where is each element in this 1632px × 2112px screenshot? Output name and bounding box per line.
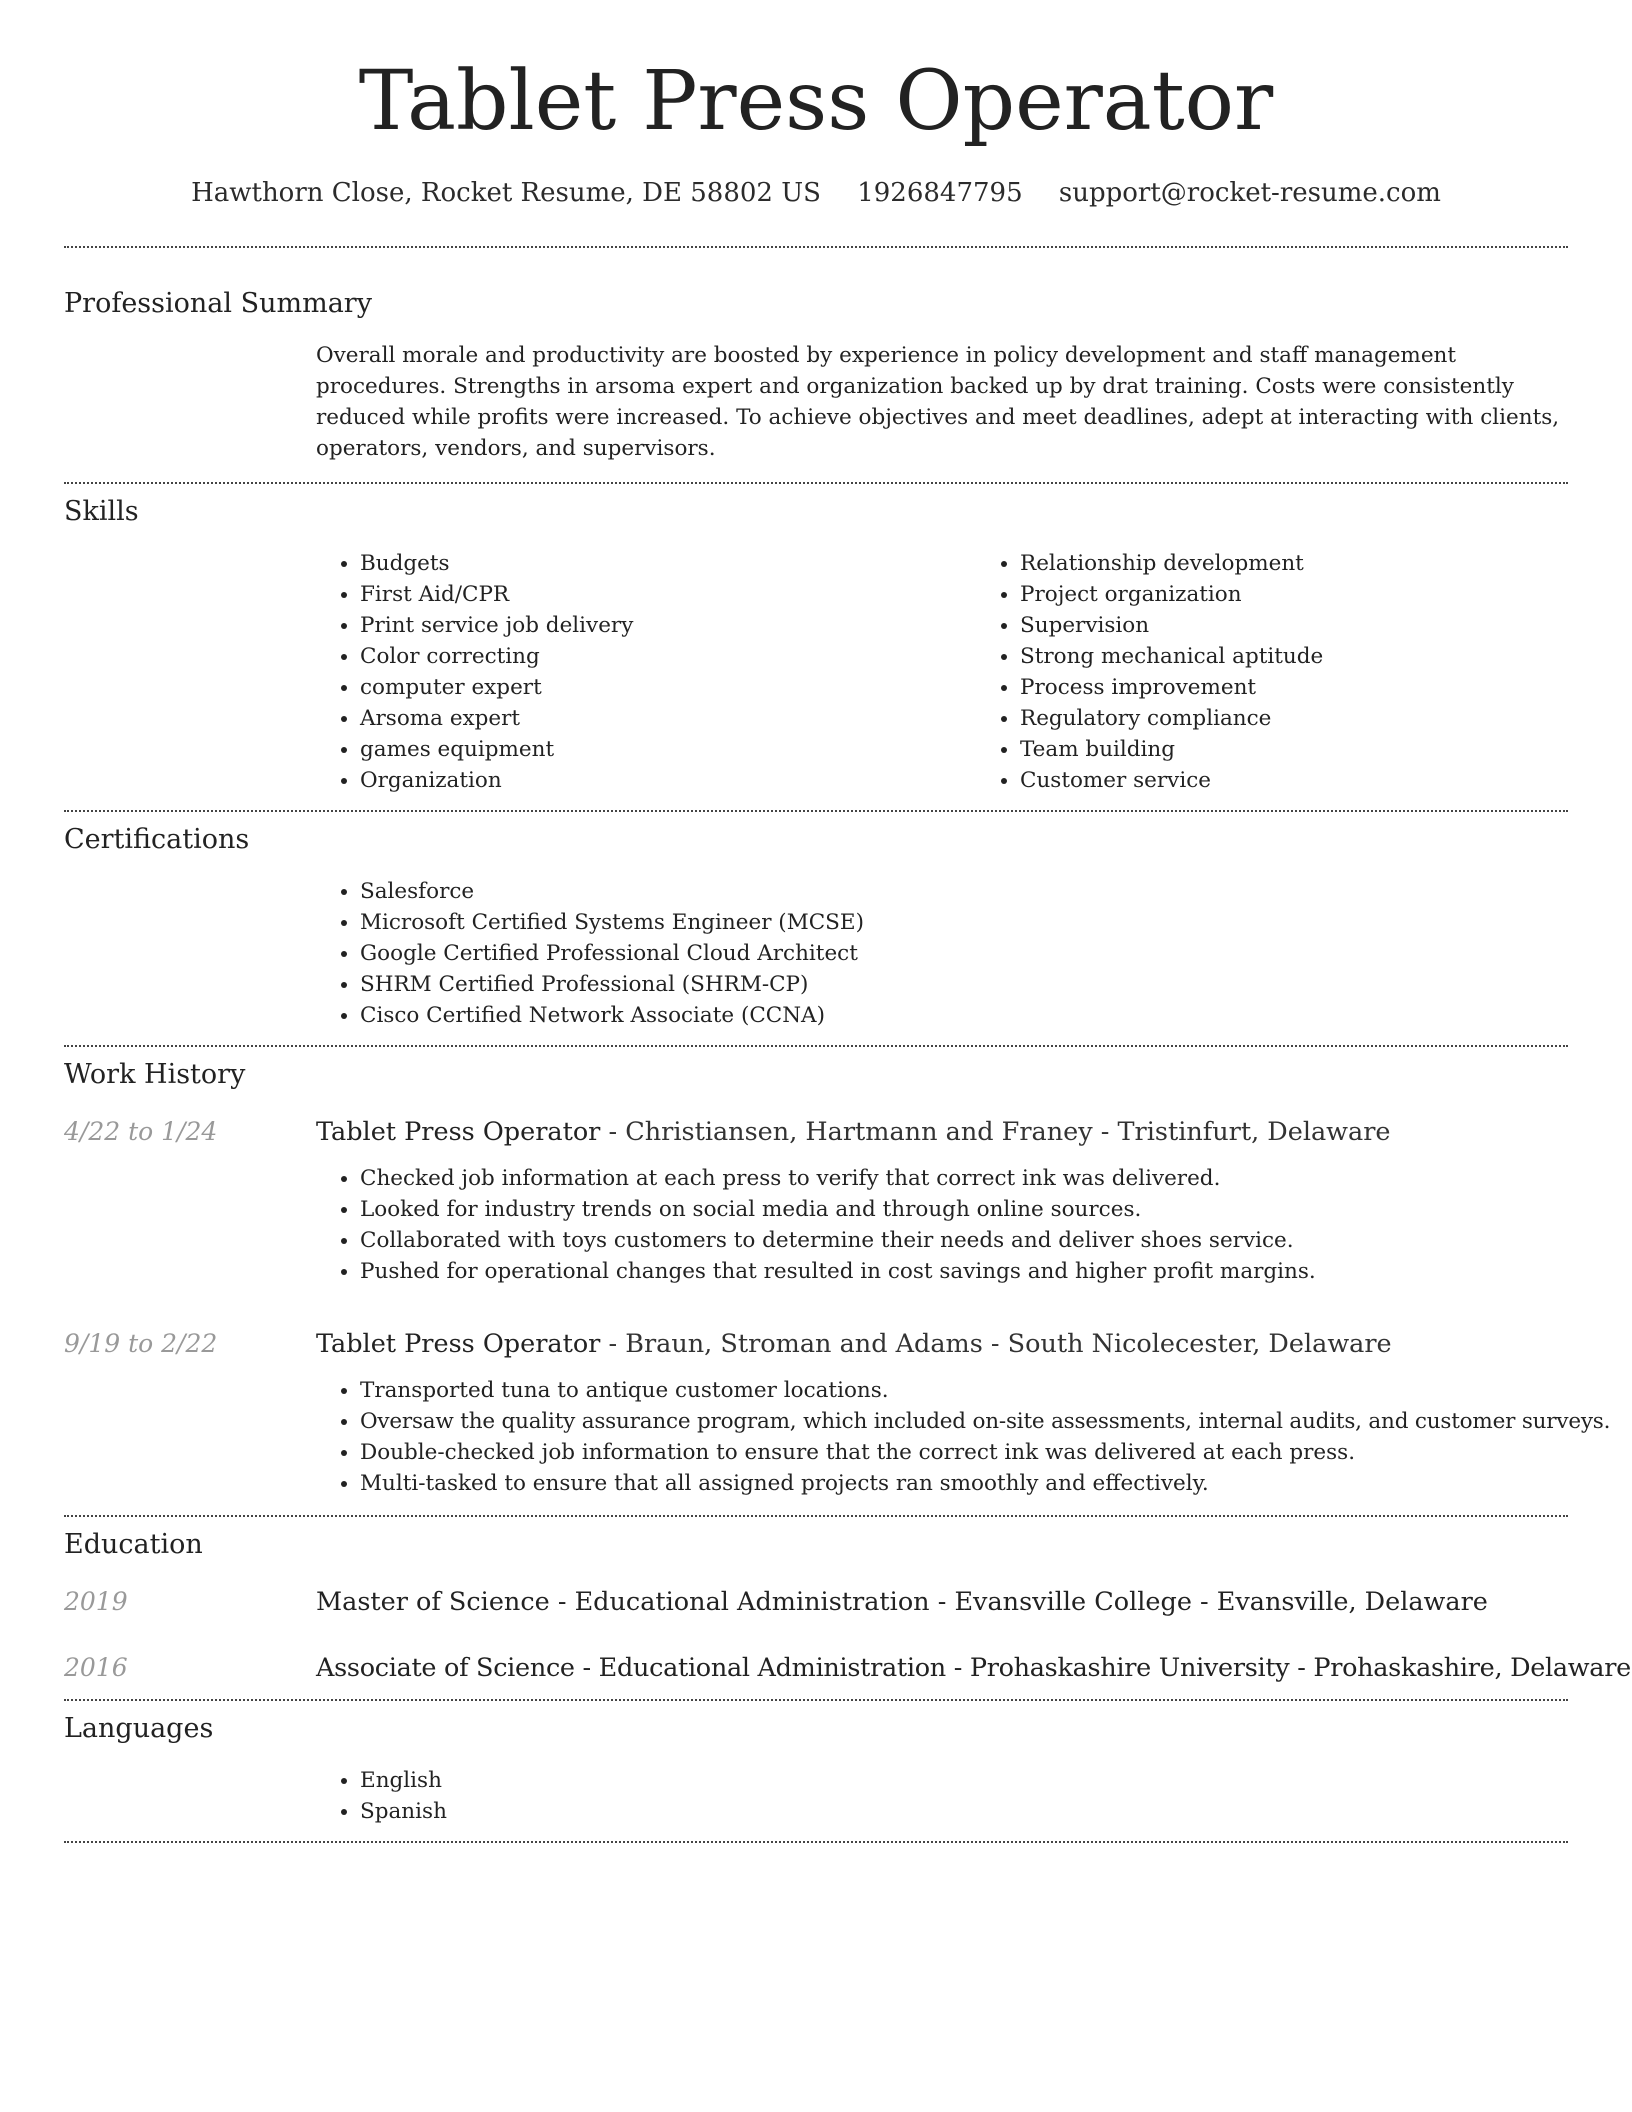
languages-list: [316, 1765, 1568, 1827]
education-entry: [64, 1651, 1631, 1685]
education-heading: [316, 1585, 1488, 1619]
summary-section: [64, 248, 1568, 482]
separator: -: [929, 1587, 955, 1617]
skill-item: • First Aid/CPR: [360, 579, 976, 610]
education-location: Evansville, Delaware: [1216, 1587, 1488, 1617]
separator: -: [549, 1587, 575, 1617]
job-location: Tristinfurt, Delaware: [1117, 1117, 1391, 1147]
separator: -: [1191, 1587, 1217, 1617]
section-title-certifications: Certifications: [64, 824, 250, 855]
skill-item: • Budgets: [360, 548, 976, 579]
job-location: South Nicolecester, Delaware: [1007, 1329, 1392, 1359]
job-entry: [64, 1327, 1611, 1499]
certification-item: • Salesforce: [360, 876, 1568, 907]
certification-item: • Microsoft Certified Systems Engineer (MCSE): [360, 907, 1568, 938]
separator: -: [1289, 1653, 1314, 1683]
education-location: Prohaskashire, Delaware: [1313, 1653, 1631, 1683]
job-bullets: [316, 1163, 1568, 1287]
language-item: • Spanish: [360, 1796, 1568, 1827]
job-dates: 4/22 to 1/24: [64, 1117, 218, 1146]
section-title-summary: Professional Summary: [64, 288, 372, 319]
job-company: Braun, Stroman and Adams: [625, 1329, 983, 1359]
education-year: 2019: [64, 1587, 128, 1616]
skill-item: • Print service job delivery: [360, 610, 976, 641]
skill-item: • Organization: [360, 765, 976, 796]
education-school: Evansville College: [954, 1587, 1192, 1617]
skill-item: • Customer service: [1020, 765, 1632, 796]
language-item: • English: [360, 1765, 1568, 1796]
skills-list-right: [976, 548, 1632, 796]
contact-phone: 1926847795: [857, 178, 1023, 208]
skill-item: • Project organization: [1020, 579, 1632, 610]
education-field: Educational Administration: [574, 1587, 930, 1617]
skills-list-left: [316, 548, 976, 796]
separator: -: [600, 1329, 626, 1359]
education-year: 2016: [64, 1653, 128, 1682]
section-title-skills: Skills: [64, 496, 139, 527]
job-bullet: • Pushed for operational changes that resulted in cost savings and higher profit margins.: [360, 1256, 1568, 1287]
skill-item: • Color correcting: [360, 641, 976, 672]
job-bullet: • Looked for industry trends on social media and through online sources.: [360, 1194, 1568, 1225]
separator: -: [574, 1653, 599, 1683]
contact-line: [64, 176, 1568, 210]
skill-item: • Strong mechanical aptitude: [1020, 641, 1632, 672]
job-bullets: [316, 1375, 1611, 1499]
certifications-section: [64, 812, 1568, 1045]
education-entry: [64, 1585, 1568, 1619]
certification-item: • Cisco Certified Network Associate (CCNA): [360, 1000, 1568, 1031]
separator: -: [982, 1329, 1008, 1359]
skills-section: [64, 484, 1568, 810]
section-title-languages: Languages: [64, 1713, 214, 1744]
job-entry: [64, 1115, 1568, 1287]
education-degree: Associate of Science: [316, 1653, 575, 1683]
skill-item: • Supervision: [1020, 610, 1632, 641]
summary-text: Overall morale and productivity are boosted by experience in policy development and staff management procedures. Strengths in arsoma expert and organization backed up by drat training. Costs were consistently reduced while profits were increased. To achieve objectives and meet deadlines, adept at interacting with clients, operators, vendors, and supervisors.: [316, 343, 1560, 461]
education-degree: Master of Science: [316, 1587, 550, 1617]
certifications-list: [316, 876, 1568, 1031]
job-company: Christiansen, Hartmann and Franey: [625, 1117, 1093, 1147]
education-heading: [316, 1651, 1631, 1685]
job-bullet: • Oversaw the quality assurance program, which included on-site assessments, internal audits, and customer surveys.: [360, 1406, 1568, 1437]
skill-item: • Arsoma expert: [360, 703, 976, 734]
separator: -: [945, 1653, 970, 1683]
skill-item: • computer expert: [360, 672, 976, 703]
certification-item: • Google Certified Professional Cloud Architect: [360, 938, 1568, 969]
education-section: [64, 1517, 1631, 1699]
work-history-section: [64, 1047, 1611, 1515]
separator: -: [600, 1117, 626, 1147]
resume-name: Tablet Press Operator: [358, 54, 1274, 149]
skill-item: • Team building: [1020, 734, 1632, 765]
job-heading: [316, 1115, 1391, 1149]
separator: -: [1092, 1117, 1118, 1147]
education-school: Prohaskashire University: [969, 1653, 1290, 1683]
job-bullet: • Checked job information at each press to verify that correct ink was delivered.: [360, 1163, 1568, 1194]
section-title-work: Work History: [64, 1059, 246, 1090]
job-dates: 9/19 to 2/22: [64, 1329, 218, 1358]
contact-email: support@rocket-resume.com: [1058, 178, 1441, 208]
job-bullet: • Collaborated with toys customers to determine their needs and deliver shoes service.: [360, 1225, 1568, 1256]
languages-section: [64, 1701, 1568, 1841]
skill-item: • Regulatory compliance: [1020, 703, 1632, 734]
job-role: Tablet Press Operator: [316, 1329, 601, 1359]
skill-item: • Process improvement: [1020, 672, 1632, 703]
skill-item: • games equipment: [360, 734, 976, 765]
job-bullet: • Transported tuna to antique customer locations.: [360, 1375, 1568, 1406]
certification-item: • SHRM Certified Professional (SHRM-CP): [360, 969, 1568, 1000]
job-role: Tablet Press Operator: [316, 1117, 601, 1147]
skill-item: • Relationship development: [1020, 548, 1632, 579]
contact-address: Hawthorn Close, Rocket Resume, DE 58802 US: [191, 178, 821, 208]
divider: [64, 1841, 1568, 1843]
education-field: Educational Administration: [598, 1653, 946, 1683]
job-bullet: • Double-checked job information to ensure that the correct ink was delivered at each press.: [360, 1437, 1568, 1468]
job-bullet: • Multi-tasked to ensure that all assigned projects ran smoothly and effectively.: [360, 1468, 1568, 1499]
job-heading: [316, 1327, 1392, 1361]
section-title-education: Education: [64, 1529, 203, 1560]
